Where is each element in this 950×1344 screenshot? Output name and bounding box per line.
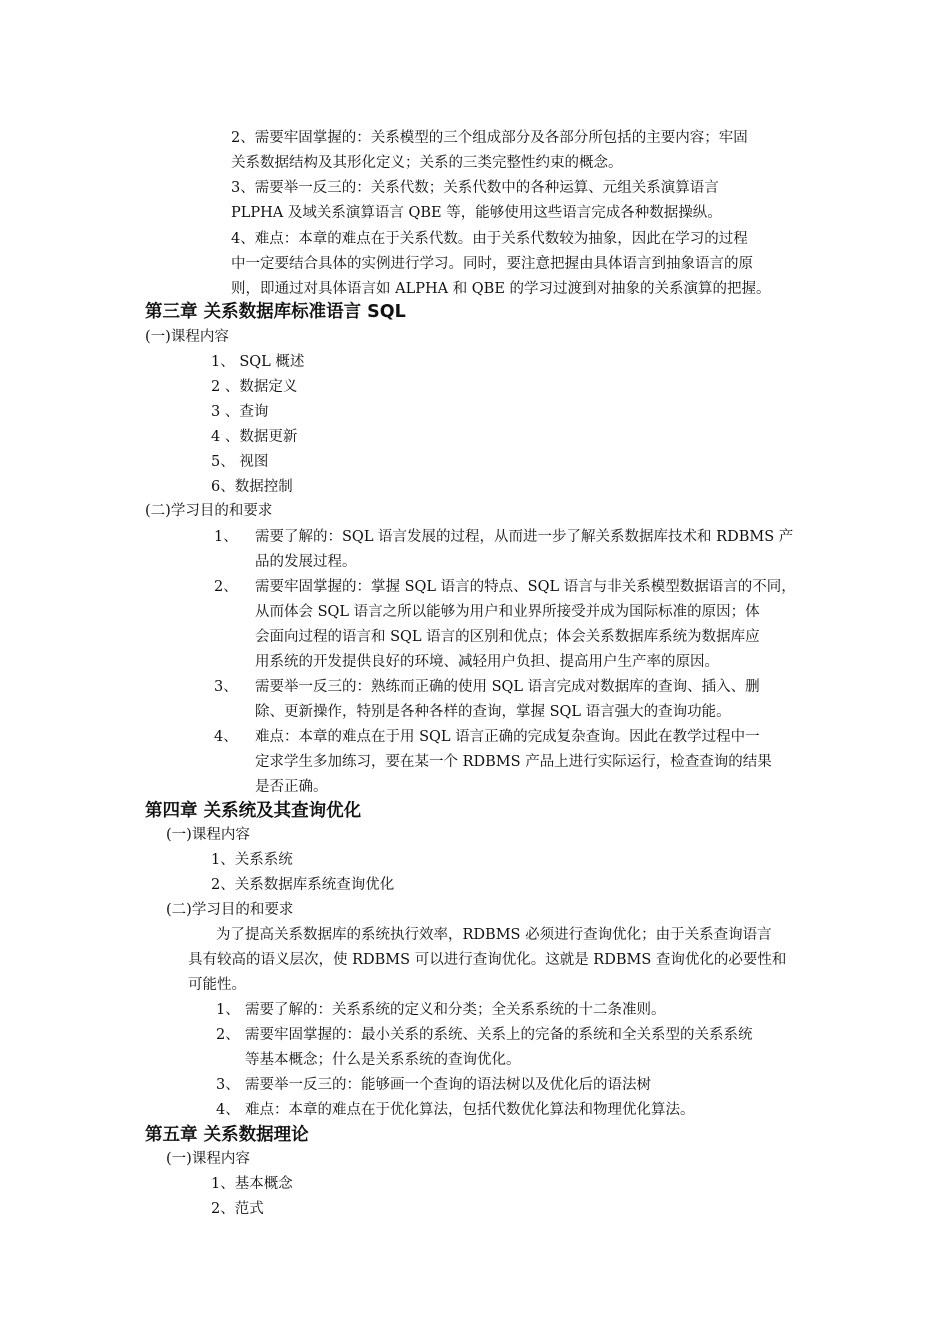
intro-item2-line2: 关系数据结构及其形化定义；关系的三类完整性约束的概念。: [231, 155, 623, 171]
ch3-goal4-line2: 定求学生多加练习，要在某一个 RDBMS 产品上进行实际运行，检查查询的结果: [255, 754, 772, 770]
chapter4-title: 第四章 关系统及其查询优化: [145, 801, 362, 821]
ch3-goal2-line2: 从而体会 SQL 语言之所以能够为用户和业界所接受并成为国际标准的原因；体: [255, 604, 760, 620]
ch3-goal4-line3: 是否正确。: [255, 779, 328, 795]
ch3-content-item: 5、 视图: [211, 454, 269, 470]
ch3-content-item: 1、 SQL 概述: [211, 354, 305, 370]
ch4-goal1-number: 1、: [216, 1002, 240, 1018]
ch3-goal4-number: 4、: [214, 729, 238, 745]
ch3-goal3-line2: 除、更新操作，特别是各种各样的查询，掌握 SQL 语言强大的查询功能。: [255, 704, 731, 720]
ch4-goal2-number: 2、: [216, 1027, 240, 1043]
intro-item2-line1: 2、需要牢固掌握的：关系模型的三个组成部分及各部分所包括的主要内容；牢固: [231, 130, 748, 146]
ch3-content-heading: (一)课程内容: [145, 329, 229, 345]
ch3-goal1-line2: 品的发展过程。: [255, 554, 357, 570]
ch4-content-item: 2、关系数据库系统查询优化: [211, 877, 395, 893]
ch4-goal2-line2: 等基本概念；什么是关系系统的查询优化。: [245, 1052, 521, 1068]
ch3-goal2-line1: 需要牢固掌握的：掌握 SQL 语言的特点、SQL 语言与非关系模型数据语言的不同，: [255, 579, 796, 595]
ch3-goal1-line1: 需要了解的：SQL 语言发展的过程，从而进一步了解关系数据库技术和 RDBMS 产: [255, 529, 794, 545]
ch4-goal3: 需要举一反三的：能够画一个查询的语法树以及优化后的语法树: [245, 1077, 651, 1093]
ch3-goal3-number: 3、: [214, 679, 238, 695]
ch4-content-heading: (一)课程内容: [166, 827, 250, 843]
ch3-goal4-line1: 难点：本章的难点在于用 SQL 语言正确的完成复杂查询。因此在教学过程中一: [255, 729, 760, 745]
ch3-content-item: 3 、查询: [211, 404, 269, 420]
ch4-goal4: 难点：本章的难点在于优化算法，包括代数优化算法和物理优化算法。: [245, 1102, 695, 1118]
ch3-goal1-number: 1、: [214, 529, 238, 545]
ch3-goal2-number: 2、: [214, 579, 238, 595]
ch3-goal3-line1: 需要举一反三的：熟练而正确的使用 SQL 语言完成对数据库的查询、插入、删: [255, 679, 760, 695]
ch4-goal4-number: 4、: [216, 1102, 240, 1118]
ch4-goal1: 需要了解的：关系系统的定义和分类；全关系系统的十二条准则。: [245, 1002, 666, 1018]
intro-item3-line2: PLPHA 及域关系演算语言 QBE 等，能够使用这些语言完成各种数据操纵。: [231, 205, 722, 221]
ch3-goal2-line3: 会面向过程的语言和 SQL 语言的区别和优点；体会关系数据库系统为数据库应: [255, 629, 760, 645]
intro-item4-line1: 4、难点：本章的难点在于关系代数。由于关系代数较为抽象，因此在学习的过程: [231, 231, 748, 247]
ch5-content-item: 2、范式: [211, 1201, 264, 1217]
ch5-content-heading: (一)课程内容: [166, 1151, 250, 1167]
intro-item4-line2: 中一定要结合具体的实例进行学习。同时，要注意把握由具体语言到抽象语言的原: [231, 256, 753, 272]
chapter3-title: 第三章 关系数据库标准语言 SQL: [145, 302, 406, 322]
ch4-paragraph-line2: 具有较高的语义层次，使 RDBMS 可以进行查询优化。这就是 RDBMS 查询优化的必要性和: [188, 952, 787, 968]
ch3-goal2-line4: 用系统的开发提供良好的环境、减轻用户负担、提高用户生产率的原因。: [255, 654, 719, 670]
ch4-paragraph-line3: 可能性。: [188, 977, 246, 993]
ch3-content-item: 6、数据控制: [211, 479, 293, 495]
ch3-content-item: 2 、数据定义: [211, 379, 298, 395]
intro-item4-line3: 则，即通过对具体语言如 ALPHA 和 QBE 的学习过渡到对抽象的关系演算的把握。: [231, 281, 771, 297]
ch4-paragraph-line1: 为了提高关系数据库的系统执行效率，RDBMS 必须进行查询优化；由于关系查询语言: [216, 927, 772, 943]
ch4-content-item: 1、关系系统: [211, 852, 293, 868]
ch4-goals-heading: (二)学习目的和要求: [166, 902, 294, 918]
ch4-goal2-line1: 需要牢固掌握的：最小关系的系统、关系上的完备的系统和全关系型的关系系统: [245, 1027, 753, 1043]
ch3-content-item: 4 、数据更新: [211, 429, 298, 445]
ch5-content-item: 1、基本概念: [211, 1176, 293, 1192]
ch4-goal3-number: 3、: [216, 1077, 240, 1093]
intro-item3-line1: 3、需要举一反三的：关系代数；关系代数中的各种运算、元组关系演算语言: [231, 180, 719, 196]
ch3-goals-heading: (二)学习目的和要求: [145, 503, 273, 519]
chapter5-title: 第五章 关系数据理论: [145, 1125, 309, 1145]
